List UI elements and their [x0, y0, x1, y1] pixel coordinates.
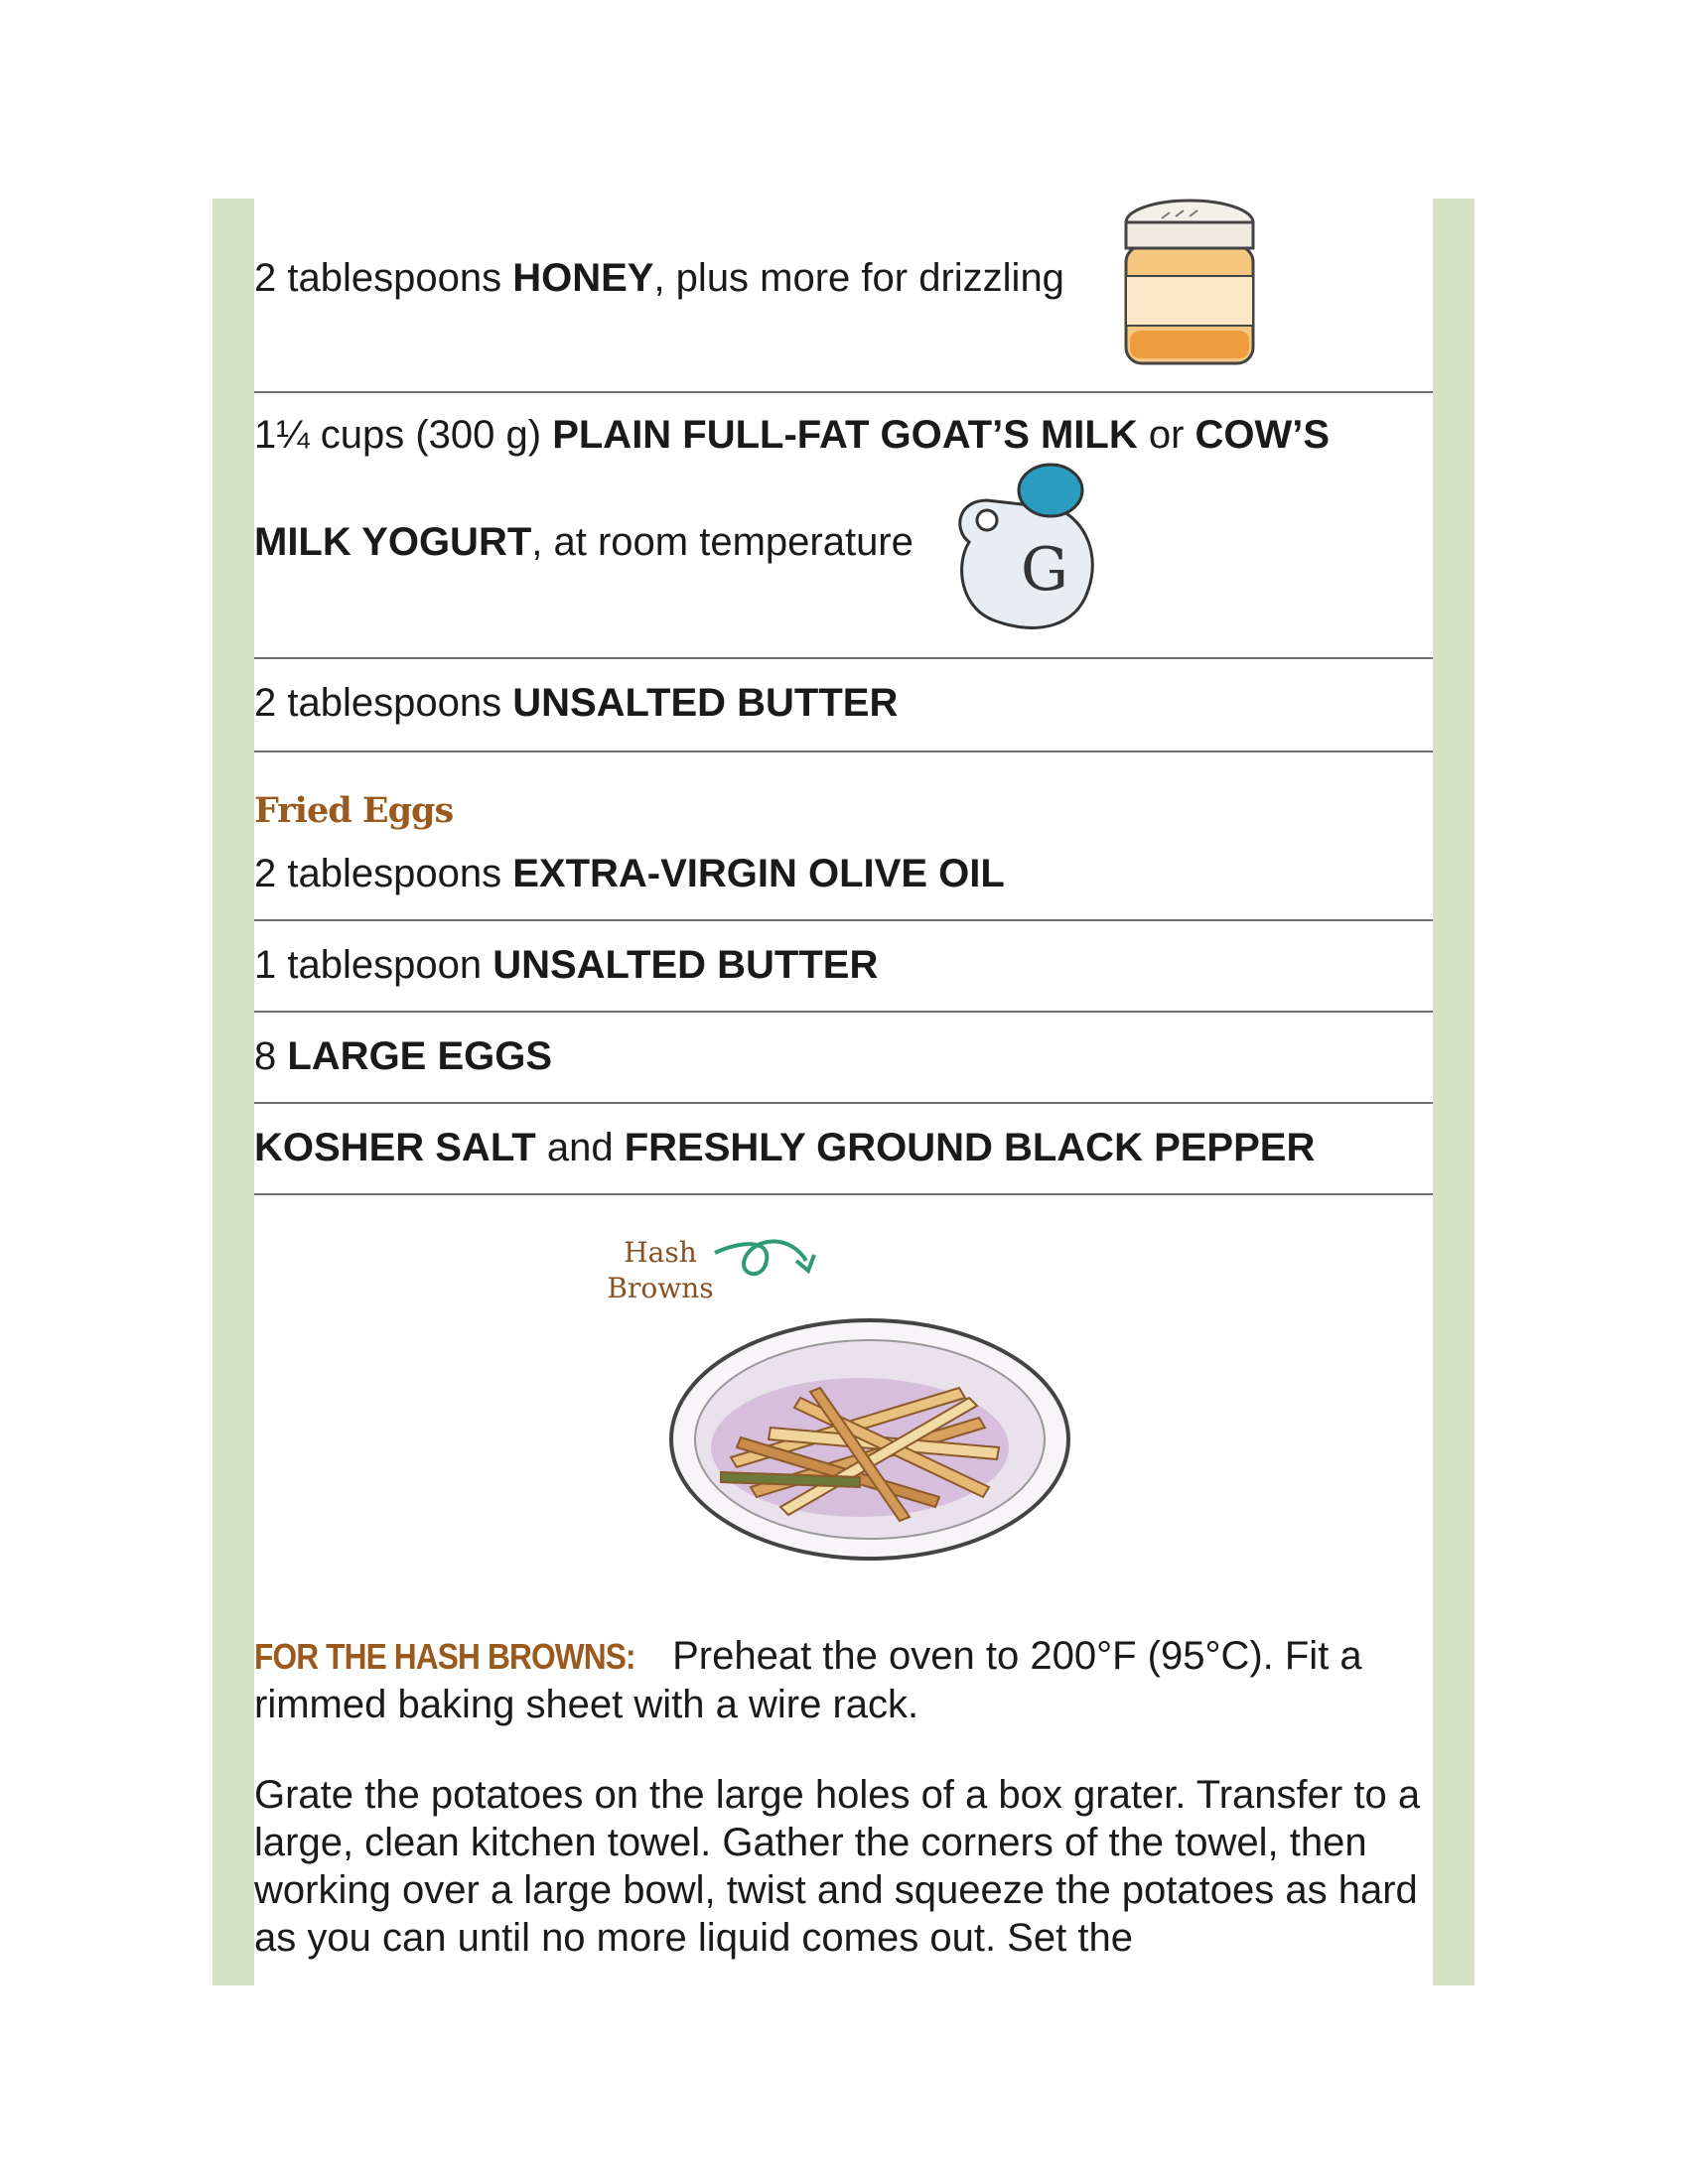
ingredient-yogurt-line1: 1¼ cups (300 g) PLAIN FULL-FAT GOAT’S MILK or COW’S	[254, 413, 1331, 457]
divider	[254, 391, 1433, 393]
honey-jar-icon	[1110, 197, 1265, 373]
hash-browns-plate-illustration	[661, 1298, 1078, 1576]
divider	[254, 657, 1433, 659]
right-margin-bar	[1433, 199, 1475, 1985]
ingredient-salt-pepper: KOSHER SALT and FRESHLY GROUND BLACK PEPPER	[254, 1126, 1316, 1169]
left-margin-bar	[212, 199, 254, 1985]
yogurt-jar-letter: G	[1021, 535, 1068, 605]
yogurt-jar-icon	[947, 461, 1106, 639]
hash-browns-label: Hash Browns	[607, 1236, 714, 1304]
ingredient-butter: 2 tablespoons UNSALTED BUTTER	[254, 681, 899, 725]
divider	[254, 1193, 1433, 1195]
divider	[254, 1011, 1433, 1013]
ingredient-olive-oil: 2 tablespoons EXTRA-VIRGIN OLIVE OIL	[254, 852, 1005, 895]
divider	[254, 1102, 1433, 1104]
ingredient-eggs: 8 LARGE EGGS	[254, 1034, 553, 1078]
instruction-paragraph-2: Grate the potatoes on the large holes of a box grater. Transfer to a large, clean kitchen towel. Gather the corners of the towel, then working over a large bowl, twist and squeeze the potatoes as hard as you can until no more liquid comes out. Set the	[254, 1773, 1421, 1960]
divider	[254, 751, 1433, 752]
instruction-lead: FOR THE HASH BROWNS:	[254, 1636, 635, 1677]
ingredient-butter-eggs: 1 tablespoon UNSALTED BUTTER	[254, 943, 879, 987]
curly-arrow-icon	[711, 1231, 820, 1300]
ingredient-yogurt-line2: MILK YOGURT, at room temperature	[254, 520, 914, 564]
section-heading-fried-eggs: Fried Eggs	[254, 790, 454, 831]
instruction-paragraph-1: FOR THE HASH BROWNS: Preheat the oven to 200°F (95°C). Fit a rimmed baking sheet with a wire rack.	[254, 1634, 1362, 1726]
ingredient-honey: 2 tablespoons HONEY, plus more for drizzling	[254, 256, 1064, 300]
divider	[254, 919, 1433, 921]
